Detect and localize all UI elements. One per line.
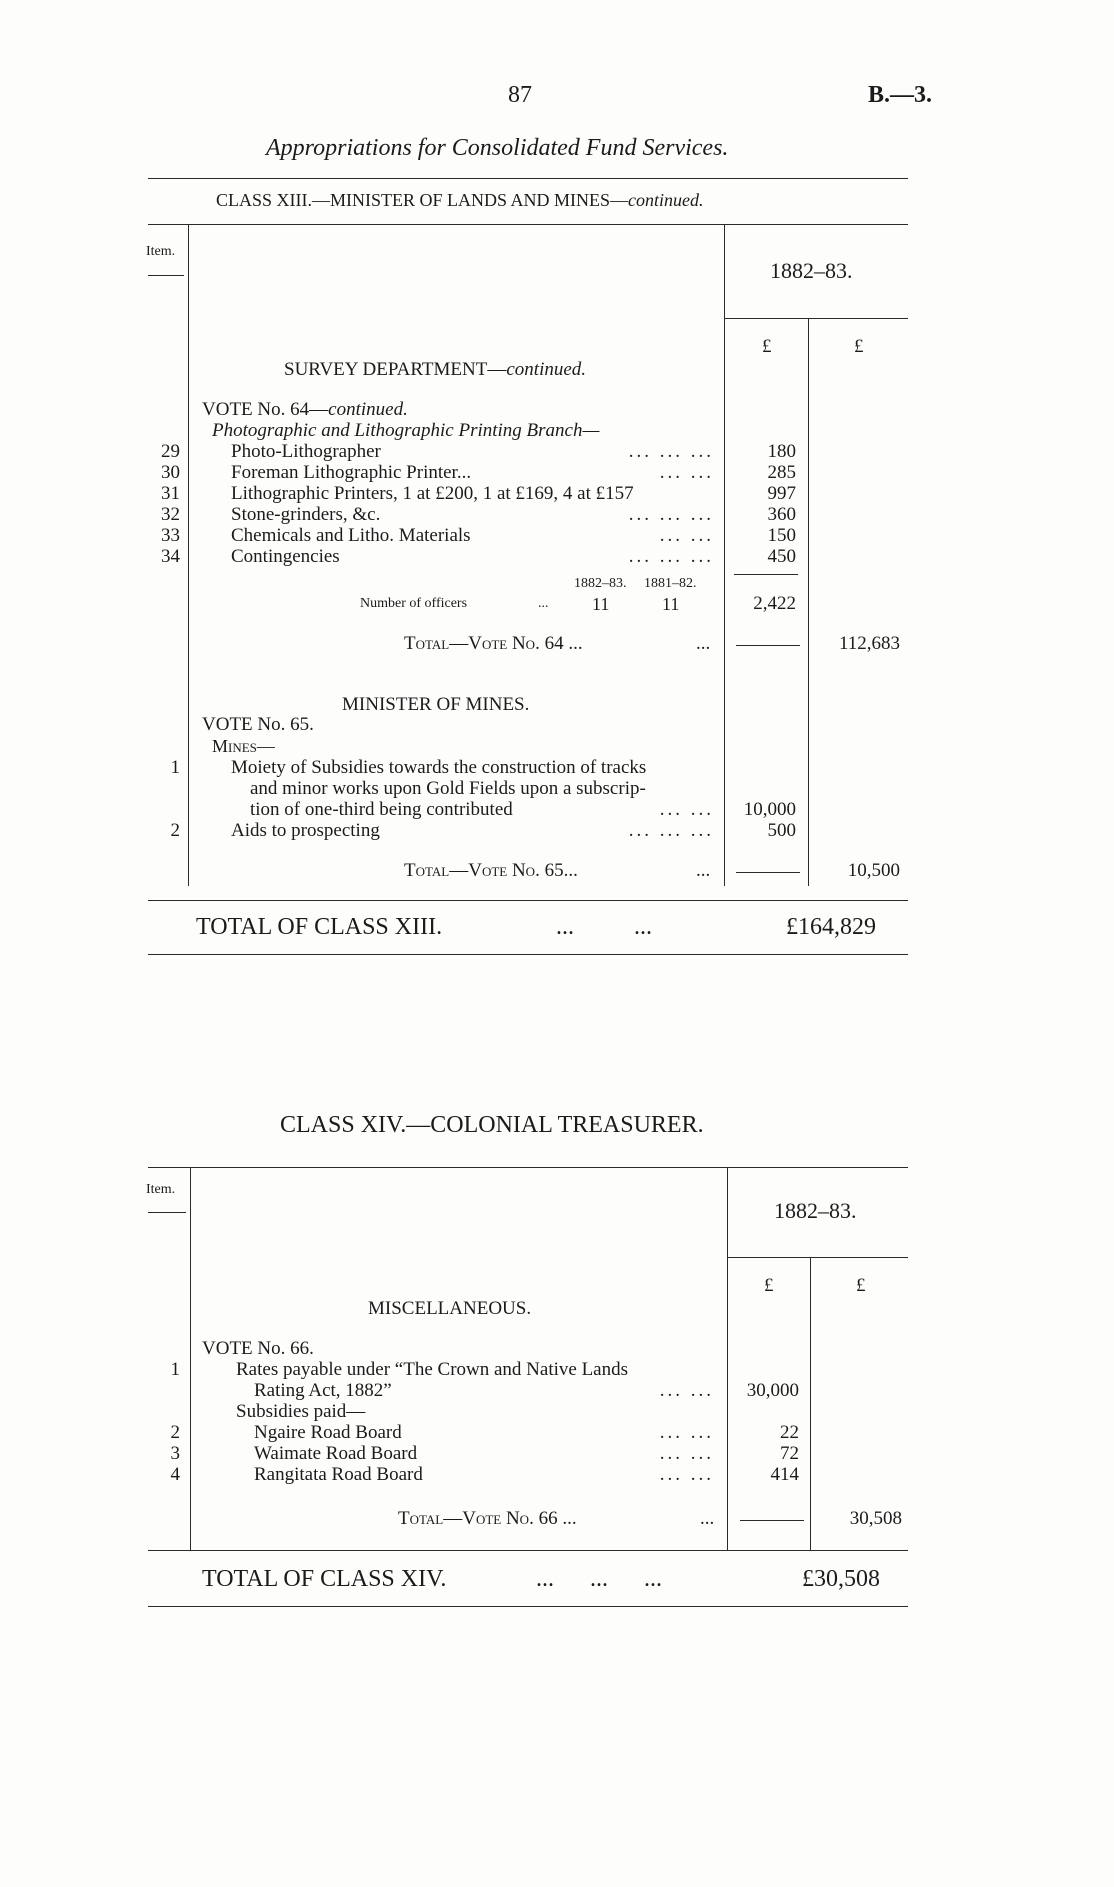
class14-total-bottom-rule (148, 1606, 908, 1607)
officers-year-current: 1882–83. (574, 576, 627, 591)
class13-item-header: Item. (146, 244, 176, 259)
line-item-amount: 10,000 (743, 799, 796, 820)
line-item-description: Rangitata Road Board (254, 1464, 423, 1485)
class14-total-col-rule (810, 1257, 811, 1550)
vote-65-total-value: 10,500 (847, 860, 900, 881)
vote-66-heading: VOTE No. 66. (202, 1338, 314, 1359)
line-item-amount: 414 (770, 1464, 799, 1485)
subtotal-rule (734, 574, 798, 575)
miscellaneous-heading: MISCELLANEOUS. (368, 1298, 532, 1319)
line-item-amount: 360 (767, 504, 796, 525)
item-number: 33 (161, 525, 180, 546)
line-item-description: Contingencies (231, 546, 340, 567)
vote-64-subtotal: 2,422 (753, 593, 796, 614)
class13-top-rule (148, 178, 908, 179)
leader-dots: ... ... ... (628, 504, 714, 525)
class14-year-rule (727, 1257, 908, 1258)
officers-label: Number of officers (360, 596, 468, 611)
officers-count-previous: 11 (662, 594, 680, 614)
class13-pound-symbol-1: £ (762, 336, 772, 357)
class13-heading-text: CLASS XIII.—MINISTER OF LANDS AND MINES— (216, 190, 629, 210)
leader-dots: ... ... ... (628, 546, 714, 567)
vote-64-text: VOTE No. 64— (202, 399, 329, 420)
class13-item-header-underline (148, 275, 184, 276)
vote-66-total-dash (740, 1520, 804, 1521)
survey-heading-text: SURVEY DEPARTMENT— (284, 359, 507, 380)
class13-year-header: 1882–83. (770, 258, 853, 283)
minister-of-mines-heading: MINISTER OF MINES. (342, 694, 530, 715)
line-item-amount: 30,000 (746, 1380, 799, 1401)
class14-total-label: TOTAL OF CLASS XIV. (202, 1566, 447, 1592)
vote-66-total-dots: ... (700, 1508, 715, 1529)
leader-dots: ... ... (659, 1422, 714, 1443)
item-number: 32 (161, 504, 180, 525)
item-number: 4 (170, 1464, 180, 1485)
survey-heading-continued: continued. (506, 359, 587, 380)
vote-64-total-dash (736, 645, 800, 646)
line-item-amount: 22 (780, 1422, 799, 1443)
class13-heading-continued: continued. (628, 190, 704, 210)
item-number: 30 (161, 462, 180, 483)
class13-total-col-rule (808, 318, 809, 886)
class14-item-col-rule (190, 1167, 191, 1550)
vote-64-continued: continued. (328, 399, 408, 420)
vote-66-total-value: 30,508 (849, 1508, 902, 1529)
document-reference: B.—3. (868, 82, 933, 108)
page-title: Appropriations for Consolidated Fund Services. (266, 135, 729, 161)
class13-total-top-rule (148, 900, 908, 901)
page-number: 87 (508, 82, 532, 108)
leader-dots: ... ... (659, 525, 714, 546)
line-item-description: Foreman Lithographic Printer... (231, 462, 472, 483)
vote-64-heading (202, 399, 408, 421)
vote-64-total-dots: ... (696, 633, 711, 654)
class14-top-rule (148, 1167, 908, 1168)
printing-branch-heading: Photographic and Lithographic Printing Branch— (212, 420, 600, 441)
class14-amount-col-rule (727, 1167, 728, 1550)
line-item-description: Rates payable under “The Crown and Native Lands (236, 1359, 629, 1380)
item-number: 3 (170, 1443, 180, 1464)
class14-pound-symbol-1: £ (764, 1275, 774, 1296)
line-item-amount: 450 (767, 546, 796, 567)
vote-64-total-value: 112,683 (838, 633, 900, 654)
vote-66-total-label: Total—Vote No. 66 ... (398, 1508, 577, 1529)
class13-heading (216, 190, 704, 211)
class14-total-value: £30,508 (802, 1566, 880, 1592)
officers-dots: ... (538, 596, 549, 611)
subsidies-label: Subsidies paid— (236, 1401, 366, 1422)
class13-total-label: TOTAL OF CLASS XIII. (196, 914, 443, 940)
line-item-amount: 180 (767, 441, 796, 462)
item-number: 31 (161, 483, 180, 504)
vote-65-total-dash (736, 872, 800, 873)
item-number: 1 (170, 757, 180, 778)
item-number: 1 (170, 1359, 180, 1380)
line-item-amount: 500 (767, 820, 796, 841)
line-item-description: Stone-grinders, &c. (231, 504, 381, 525)
mines-section-label: Mines— (212, 736, 275, 756)
leader-dots: ... ... (659, 462, 714, 483)
item-number: 34 (161, 546, 180, 567)
class14-item-header-underline (148, 1212, 186, 1213)
class13-amount-col-rule (724, 224, 725, 886)
class14-pound-symbol-2: £ (856, 1275, 866, 1296)
line-item-description: Chemicals and Litho. Materials (231, 525, 471, 546)
line-item-description: Moiety of Subsidies towards the construction of tracks (231, 757, 647, 778)
class13-item-col-rule (188, 224, 189, 886)
line-item-description: Photo-Lithographer (231, 441, 381, 462)
line-item-description-cont: tion of one-third being contributed (250, 799, 513, 820)
officers-count-current: 11 (592, 594, 610, 614)
class14-total-top-rule (148, 1550, 908, 1551)
vote-65-total-dots: ... (696, 860, 711, 881)
vote-64-total-label: Total—Vote No. 64 ... (404, 633, 583, 654)
leader-dots: ... ... (659, 1464, 714, 1485)
item-number: 2 (170, 1422, 180, 1443)
leader-dots: ... ... ... (628, 820, 714, 841)
survey-department-heading (284, 359, 586, 381)
class13-year-rule (724, 318, 908, 319)
class13-pound-symbol-2: £ (854, 336, 864, 357)
vote-65-total-label: Total—Vote No. 65... (404, 860, 578, 881)
line-item-description: Ngaire Road Board (254, 1422, 402, 1443)
line-item-amount: 997 (767, 483, 796, 504)
item-number: 29 (161, 441, 180, 462)
line-item-description-cont: and minor works upon Gold Fields upon a subscrip- (250, 778, 646, 799)
officers-year-previous: 1881–82. (644, 576, 697, 591)
class13-header-rule (148, 224, 908, 225)
class14-year-header: 1882–83. (774, 1198, 857, 1223)
vote-65-heading: VOTE No. 65. (202, 714, 314, 735)
line-item-description: Aids to prospecting (231, 820, 380, 841)
line-item-amount: 72 (780, 1443, 799, 1464)
line-item-amount: 285 (767, 462, 796, 483)
leader-dots: ... ... ... (628, 441, 714, 462)
leader-dots: ... ... (659, 1443, 714, 1464)
line-item-description-cont: Rating Act, 1882” (254, 1380, 392, 1401)
class14-item-header: Item. (146, 1182, 176, 1197)
class14-total-dots: ... ... ... (536, 1566, 662, 1592)
leader-dots: ... ... (659, 1380, 714, 1401)
class14-heading: CLASS XIV.—COLONIAL TREASURER. (280, 1112, 704, 1138)
line-item-description: Lithographic Printers, 1 at £200, 1 at £169, 4 at £157 (231, 483, 634, 504)
class13-total-bottom-rule (148, 954, 908, 955)
leader-dots: ... ... (659, 799, 714, 820)
item-number: 2 (170, 820, 180, 841)
class13-total-value: £164,829 (786, 914, 876, 940)
line-item-amount: 150 (767, 525, 796, 546)
line-item-description: Waimate Road Board (254, 1443, 418, 1464)
class13-total-dots: ... ... (556, 914, 652, 940)
